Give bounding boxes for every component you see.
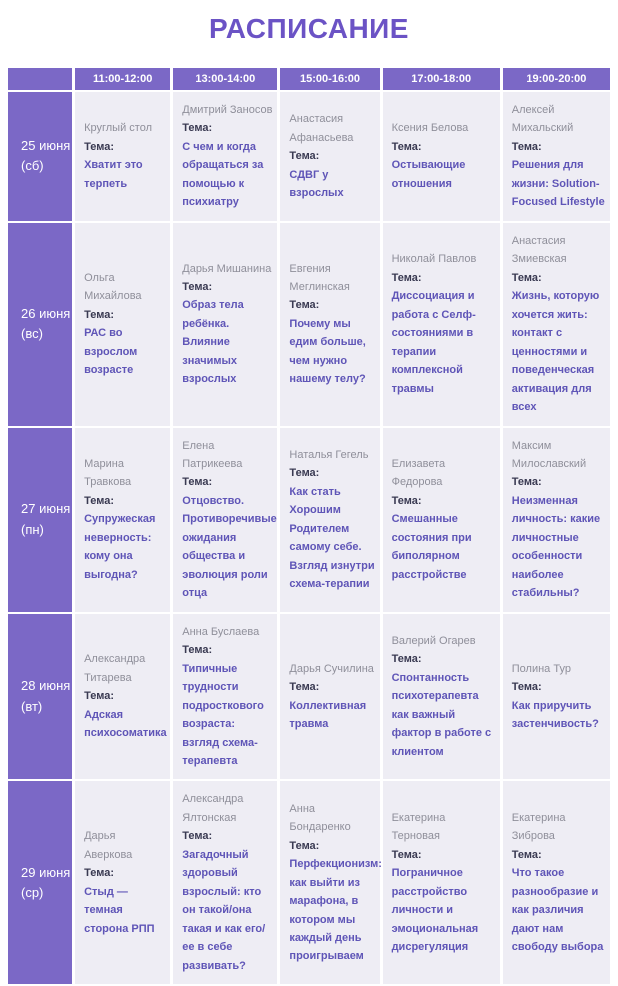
session-cell xyxy=(383,428,500,612)
speaker-name: Максим Милославский xyxy=(511,439,587,470)
day-label: (ср) xyxy=(21,884,44,900)
day-label: (вт) xyxy=(21,698,43,714)
session-cell xyxy=(75,614,170,780)
session-cell xyxy=(75,92,170,221)
topic-title: Что такое разнообразие и как различия дают нам свободу выбора xyxy=(511,867,604,954)
topic-label: Тема: xyxy=(84,140,115,153)
table-row-27-june xyxy=(8,428,610,612)
speaker-name: Ольга Михайлова xyxy=(84,271,142,303)
topic-label: Тема: xyxy=(289,467,320,480)
topic-title: РАС во взрослом возрасте xyxy=(84,327,138,377)
speaker-name: Ксения Белова xyxy=(391,122,469,135)
topic-label: Тема: xyxy=(84,308,115,321)
topic-title: Жизнь, которую хочется жить: контакт с ценностями и поведенческая активация для всех xyxy=(511,290,600,414)
session-cell xyxy=(383,614,500,780)
date-cell xyxy=(8,92,72,221)
topic-title: Как стать Хорошим Родителем самому себе. Взгляд изнутри схема-терапии xyxy=(289,485,375,591)
topic-title: Типичные трудности подросткового возраста: взгляд схема-терапевта xyxy=(182,662,264,767)
speaker-name: Елена Патрикеева xyxy=(182,439,243,470)
topic-label: Тема: xyxy=(289,150,320,163)
day-label: (вс) xyxy=(21,326,43,342)
topic-title: Неизменная личность: какие личностные особенности наиболее стабильны? xyxy=(511,494,601,600)
speaker-name: Анастасия Змиевская xyxy=(511,234,567,266)
speaker-name: Дмитрий Заносов xyxy=(182,104,273,116)
time-header-2: 13:00-14:00 xyxy=(173,68,277,90)
page-title: РАСПИСАНИЕ xyxy=(209,13,409,44)
topic-label: Тема: xyxy=(391,271,422,284)
date-cell xyxy=(8,781,72,984)
session-cell xyxy=(503,614,610,780)
topic-label: Тема: xyxy=(84,494,115,507)
speaker-name: Анна Буслаева xyxy=(182,625,260,638)
session-cell xyxy=(503,428,610,612)
table-row-25-june xyxy=(8,92,610,221)
table-row-29-june xyxy=(8,781,610,984)
date-label: 29 июня xyxy=(21,864,71,880)
topic-label: Тема: xyxy=(391,653,422,666)
session-cell xyxy=(503,223,610,426)
date-cell xyxy=(8,428,72,612)
topic-label: Тема: xyxy=(511,271,542,284)
topic-title: Стыд — темная сторона РПП xyxy=(84,885,155,935)
speaker-name: Анастасия Афанасьева xyxy=(289,113,354,144)
date-cell xyxy=(8,614,72,780)
topic-label: Тема: xyxy=(511,681,542,694)
speaker-name: Дарья Мишанина xyxy=(182,262,272,275)
speaker-name: Наталья Гегель xyxy=(289,448,369,461)
topic-label: Тема: xyxy=(289,681,320,694)
topic-title: Перфекционизм: как выйти из марафона, в котором мы каждый день проигрываем xyxy=(289,858,382,963)
speaker-name: Елизавета Федорова xyxy=(391,457,446,489)
table-row-26-june xyxy=(8,223,610,426)
table-row-28-june xyxy=(8,614,610,780)
session-cell xyxy=(75,428,170,612)
speaker-name: Евгения Меглинская xyxy=(289,262,350,293)
session-cell xyxy=(173,781,277,984)
speaker-name: Дарья Сучилина xyxy=(289,662,374,675)
speaker-name: Марина Травкова xyxy=(84,457,132,489)
topic-title: Загадочный здоровый взрослый: кто он такой/она такая и как его/ее в себе развивать? xyxy=(182,848,266,972)
session-cell xyxy=(280,92,379,221)
speaker-name: Анна Бондаренко xyxy=(289,802,351,834)
topic-title: Решения для жизни: Solution-Focused Lifestyle xyxy=(511,159,605,209)
topic-label: Тема: xyxy=(391,140,422,153)
session-cell xyxy=(75,781,170,984)
topic-title: Коллективная травма xyxy=(289,699,367,731)
topic-label: Тема: xyxy=(182,476,213,489)
date-label: 26 июня xyxy=(21,306,71,322)
speaker-name: Екатерина Терновая xyxy=(391,811,446,843)
topic-title: С чем и когда обращаться за помощью к психиатру xyxy=(182,140,264,209)
topic-title: Супружеская неверность: кому она выгодна? xyxy=(84,513,156,581)
topic-label: Тема: xyxy=(182,122,213,135)
time-header-5: 19:00-20:00 xyxy=(503,68,610,90)
topic-label: Тема: xyxy=(182,280,213,293)
session-cell xyxy=(173,92,277,221)
topic-label: Тема: xyxy=(182,644,213,657)
date-label: 27 июня xyxy=(21,501,71,517)
date-label: 28 июня xyxy=(21,678,71,694)
topic-label: Тема: xyxy=(511,476,542,489)
session-cell xyxy=(75,223,170,426)
topic-label: Тема: xyxy=(511,848,542,861)
session-cell xyxy=(280,428,379,612)
topic-label: Тема: xyxy=(511,140,542,153)
topic-title: Почему мы едим больше, чем нужно нашему телу? xyxy=(289,317,366,386)
day-label: (сб) xyxy=(21,158,44,174)
topic-label: Тема: xyxy=(391,848,422,861)
topic-label: Тема: xyxy=(84,867,115,880)
speaker-name: Дарья Аверкова xyxy=(84,830,133,861)
session-cell xyxy=(280,614,379,780)
date-label: 25 июня xyxy=(21,138,71,154)
topic-title: Пограничное расстройство личности и эмоциональная дисрегуляция xyxy=(391,867,479,954)
session-cell xyxy=(173,428,277,612)
date-cell xyxy=(8,223,72,426)
topic-label: Тема: xyxy=(84,690,115,703)
speaker-name: Екатерина Зиброва xyxy=(511,811,566,843)
time-header-3: 15:00-16:00 xyxy=(280,68,379,90)
speaker-name: Круглый стол xyxy=(84,122,153,135)
time-header-row xyxy=(8,68,610,90)
topic-title: Смешанные состояния при биполярном расстройстве xyxy=(391,513,472,581)
topic-title: Как приручить застенчивость? xyxy=(511,699,599,731)
session-cell xyxy=(383,223,500,426)
speaker-name: Валерий Огарев xyxy=(391,634,476,647)
topic-title: Хватит это терпеть xyxy=(84,159,143,190)
speaker-name: Алексей Михальский xyxy=(511,104,574,135)
schedule-table xyxy=(5,66,613,986)
speaker-name: Николай Павлов xyxy=(391,253,477,266)
topic-title: СДВГ у взрослых xyxy=(289,168,344,200)
topic-title: Спонтанность психотерапевта как важный фактор в работе с клиентом xyxy=(391,671,492,758)
session-cell xyxy=(173,614,277,780)
topic-title: Отцовство. Противоречивые ожидания общества и эволюция роли отца xyxy=(182,494,277,600)
session-cell xyxy=(383,781,500,984)
topic-title: Адская психосоматика xyxy=(84,708,167,740)
corner-cell xyxy=(8,68,72,90)
day-label: (пн) xyxy=(21,521,44,537)
topic-label: Тема: xyxy=(289,839,320,852)
topic-label: Тема: xyxy=(182,830,213,843)
topic-label: Тема: xyxy=(289,299,320,312)
session-cell xyxy=(280,223,379,426)
time-header-1: 11:00-12:00 xyxy=(75,68,170,90)
topic-label: Тема: xyxy=(391,494,422,507)
speaker-name: Александра Титарева xyxy=(84,653,146,684)
topic-title: Остывающие отношения xyxy=(391,159,466,190)
session-cell xyxy=(503,92,610,221)
session-cell xyxy=(503,781,610,984)
topic-title: Образ тела ребёнка. Влияние значимых взрослых xyxy=(182,299,244,386)
topic-title: Диссоциация и работа с Селф-состояниями в терапии комплексной травмы xyxy=(391,290,476,395)
time-header-4: 17:00-18:00 xyxy=(383,68,500,90)
session-cell xyxy=(280,781,382,984)
speaker-name: Полина Тур xyxy=(511,662,571,675)
session-cell xyxy=(173,223,277,426)
session-cell xyxy=(383,92,500,221)
speaker-name: Александра Ялтонская xyxy=(182,793,244,824)
